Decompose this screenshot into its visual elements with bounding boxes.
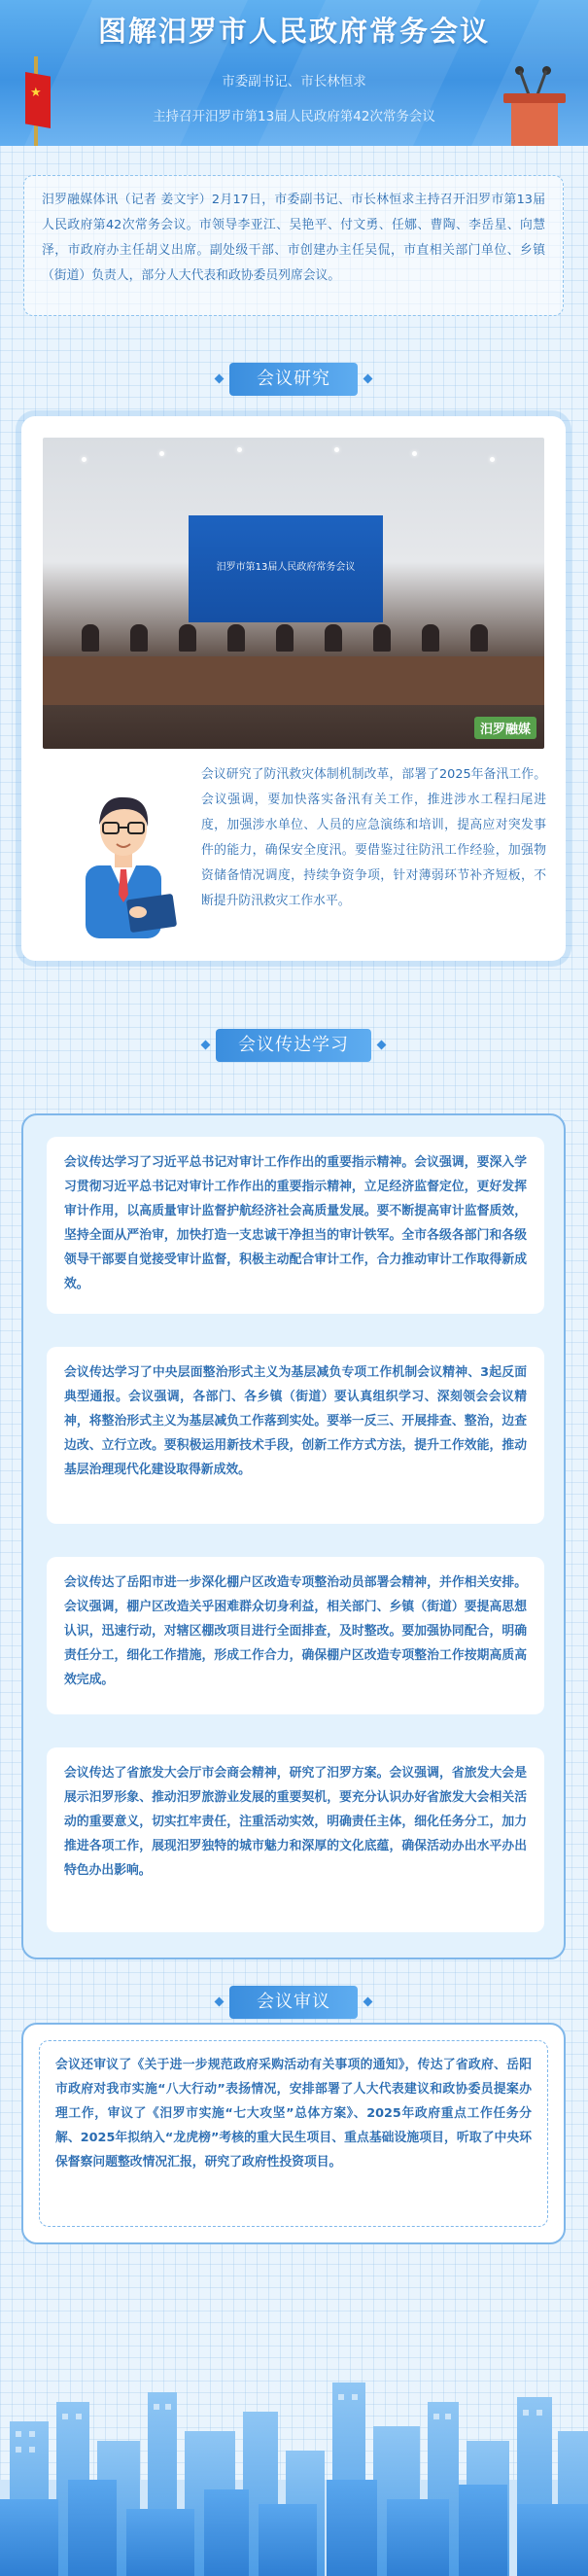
research-paragraph: 会议研究了防汛救灾体制机制改革，部署了2025年备汛工作。会议强调，要加快落实备汛有关工作，推进涉水工程扫尾进度，加强涉水单位、人员的应急演练和培训，提高应对突发事件的能力，确保安全度汛。要借鉴过往防汛工作经验，加强物资储备情况调度，持续争资争项，针对薄弱环节补齐短板，不断提升防汛救灾工作水平。	[201, 767, 546, 908]
subtitle-line2: 主持召开汨罗市第13届人民政府第42次常务会议	[153, 109, 435, 124]
meeting-photo	[43, 438, 544, 749]
intro-paragraph: 汨罗融媒体讯（记者 姜文宇）2月17日，市委副书记、市长林恒求主持召开汨罗市第13届人民政府第42次常务会议。市领导李亚江、吴艳平、付文勇、任娜、曹陶、李岳星、向慧泽，市政府办主任胡义出席。副处级干部、市创建办主任吴侃，市直相关部门单位、乡镇（街道）负责人，部分人大代表和政协委员列席会议。	[23, 175, 564, 316]
city-skyline-illustration	[0, 2334, 588, 2576]
research-card	[21, 416, 566, 961]
page-title: 图解汨罗市人民政府常务会议	[97, 15, 490, 48]
media-logo: 汨罗融媒	[474, 717, 536, 739]
study-item: 会议传达学习了习近平总书记对审计工作作出的重要指示精神。会议强调，要深入学习贯彻习近平总书记对审计工作作出的重要指示精神，立足经济监督定位，更好发挥审计作用，以高质量审计监督护航经济社会高质量发展。要不断提高审计监督质效，坚持全面从严治审，加快打造一支忠诚干净担当的审计铁军。全市各级各部门和各级领导干部要自觉接受审计监督，积极主动配合审计工作，合力推动审计工作取得新成效。	[47, 1137, 544, 1314]
section-header-review	[229, 1986, 358, 2019]
flag-icon: ★	[17, 47, 56, 144]
section-title: 会议审议	[257, 1992, 330, 2012]
presenter-illustration	[60, 768, 187, 938]
review-paragraph: 会议还审议了《关于进一步规范政府采购活动有关事项的通知》，传达了省政府、岳阳市政府对我市实施“八大行动”表扬情况，安排部署了人大代表建议和政协委员提案办理工作，审议了《汨罗市实施“七大攻坚”总体方案》、2025年政府重点工作任务分解、2025年拟纳入“龙虎榜”考核的重大民生项目、重点基础设施项目，听取了中央环保督察问题整改情况汇报，研究了政府性投资项目。	[39, 2040, 548, 2227]
podium-icon	[498, 66, 571, 146]
section-header-study	[216, 1029, 371, 1062]
section-header-research	[229, 363, 358, 396]
study-item: 会议传达了岳阳市进一步深化棚户区改造专项整治动员部署会精神，并作相关安排。会议强调，棚户区改造关乎困难群众切身利益，相关部门、乡镇（街道）要提高思想认识，迅速行动，对辖区棚改项目进行全面排查，及时整改。要加强协同配合，明确责任分工，细化工作措施，形成工作合力，确保棚户区改造专项整治工作按期高质高效完成。	[47, 1557, 544, 1714]
subtitle-line1: 市委副书记、市长林恒求	[222, 74, 366, 89]
study-item: 会议传达了省旅发大会厅市会商会精神，研究了汨罗方案。会议强调，省旅发大会是展示汨罗形象、推动汨罗旅游业发展的重要契机，要充分认识办好省旅发大会相关活动的重要意义，切实扛牢责任，注重活动实效，明确责任主体，细化任务分工，加力推进各项工作，展现汨罗独特的城市魅力和深厚的文化底蕴，确保活动办出水平办出特色办出影响。	[47, 1747, 544, 1932]
review-card	[21, 2023, 566, 2244]
section-title: 会议研究	[257, 369, 330, 389]
section-title: 会议传达学习	[238, 1035, 349, 1055]
study-card	[21, 1113, 566, 1959]
study-item: 会议传达学习了中央层面整治形式主义为基层减负专项工作机制会议精神、3起反面典型通报。会议强调，各部门、各乡镇（街道）要认真组织学习、深刻领会会议精神，将整治形式主义为基层减负工作落到实处。要举一反三、开展排查、整治，边查边改、立行立改。要积极运用新技术手段，创新工作方式方法，提升工作效能，推动基层治理现代化建设取得新成效。	[47, 1347, 544, 1524]
screen-caption: 汨罗市第13届人民政府常务会议	[216, 562, 356, 573]
